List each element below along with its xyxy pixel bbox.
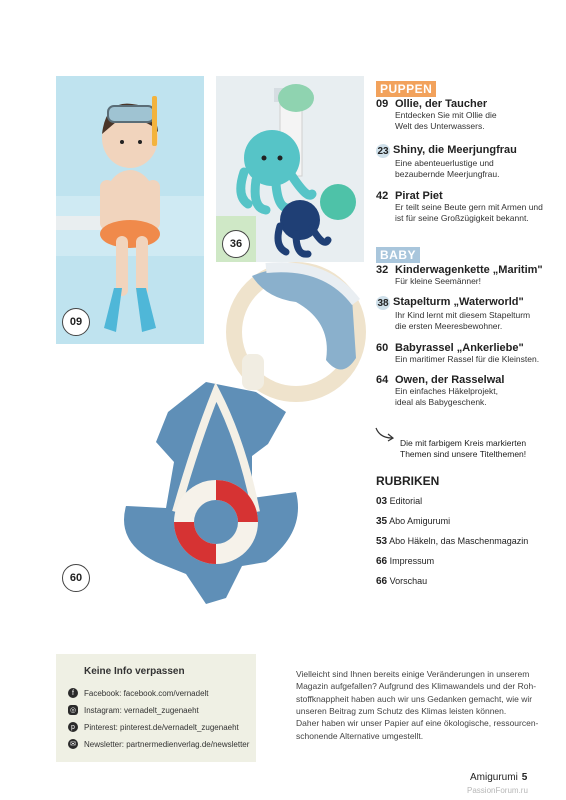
watermark: PassionForum.ru [467,786,528,795]
entry-number: 64 [376,374,389,386]
entry-desc: Welt des Unterwassers. [395,121,485,132]
rubrik-item[interactable] [376,556,434,567]
note-line: Die mit farbigem Kreis markierten [400,438,527,448]
social-link-newsletter[interactable] [68,739,249,749]
toc-entry[interactable] [376,144,546,180]
entry-title: Shiny, die Meerjungfrau [393,144,517,156]
entry-desc: bezaubernde Meerjungfrau. [395,169,500,180]
entry-title: Stapelturm „Waterworld" [393,296,524,308]
info-box [56,654,256,762]
page-footer [470,772,527,783]
toc-entry[interactable] [376,264,546,287]
magazine-name: Amigurumi [470,772,518,783]
section-head-baby: BABY [376,247,420,263]
entry-title: Kinderwagenkette „Maritim" [395,264,543,276]
photo-octopus [216,76,364,262]
social-link-text: Instagram: vernadelt_zugenaeht [84,705,199,715]
paragraph-line: Daher haben wir unser Papier auf eine ökologische, ressourcen- [296,718,539,729]
entry-number: 09 [376,98,389,110]
rubrik-number: 53 [376,536,388,547]
entry-desc: ist für seine Großzügigkeit bekannt. [395,213,529,224]
toc-baby-entries [376,264,546,424]
entry-title: Owen, der Rasselwal [395,374,505,386]
social-link-text: Facebook: facebook.com/vernadelt [84,688,209,698]
paragraph-line: Vielleicht sind Ihnen bereits einige Veränderungen in unserem [296,669,530,679]
page-badge-diver: 09 [62,308,90,336]
rubrik-label: Impressum [389,556,435,566]
toc-baby [376,246,546,264]
paragraph-line: unseren Beitrag zum Schutz des Klimas leisten können. [296,705,507,716]
entry-number: 23 [377,145,389,157]
paragraph-line: stoffknappheit haben auch wir uns Gedanken gemacht, wie wir [296,693,533,704]
rubrik-item[interactable] [376,576,427,587]
toc-puppen [376,80,546,98]
entry-title: Ollie, der Taucher [395,98,488,110]
page-badge-anchor: 60 [62,564,90,592]
note-text [400,438,526,460]
newsletter-icon: ✉ [68,739,78,749]
entry-desc: Ein einfaches Häkelprojekt, [395,386,499,396]
rubrik-item[interactable] [376,516,450,527]
entry-desc: Ihr Kind lernt mit diesem Stapelturm [395,310,531,320]
rubrik-number: 66 [376,576,388,587]
climate-paragraph [296,668,542,742]
toc-entry[interactable] [376,98,546,132]
paragraph-line: schonende Alternative umgestellt. [296,730,424,741]
entry-title: Pirat Piet [395,190,443,202]
arrow-icon [374,426,396,442]
rubrik-item[interactable] [376,496,422,507]
entry-number: 60 [376,342,389,354]
toc-puppen-entries [376,98,546,238]
entry-desc: Für kleine Seemänner! [395,276,481,286]
info-heading: Keine Info verpassen [84,666,185,677]
rubriken-heading: RUBRIKEN [376,474,440,488]
social-link-instagram[interactable] [68,705,199,715]
social-link-pinterest[interactable] [68,722,239,732]
page-number: 5 [521,772,528,783]
rubrik-item[interactable] [376,536,528,547]
entry-desc: Ein maritimer Rassel für die Kleinsten. [395,354,540,364]
entry-desc: Er teilt seine Beute gern mit Armen und [395,202,543,212]
page-badge-octopus: 36 [222,230,250,258]
entry-number: 42 [376,190,389,202]
photo-anchor-rattle [56,262,366,654]
rubrik-label: Editorial [389,496,423,506]
instagram-icon: ◎ [69,707,77,714]
toc-entry[interactable] [376,296,546,332]
toc-entry[interactable] [376,374,546,408]
rubrik-number: 35 [376,516,388,527]
note-line: Themen sind unsere Titelthemen! [400,449,527,460]
toc-entry[interactable] [376,342,546,365]
rubrik-label: Abo Häkeln, das Maschenmagazin [389,536,529,546]
entry-desc: ideal als Babygeschenk. [395,397,487,408]
section-head-puppen: PUPPEN [376,81,436,97]
entry-title: Babyrassel „Ankerliebe" [395,342,524,354]
toc-entry[interactable] [376,190,546,224]
entry-number: 32 [376,264,389,276]
rubrik-number: 66 [376,556,388,567]
entry-desc: Entdecken Sie mit Ollie die [395,110,497,120]
facebook-icon: f [68,688,78,698]
social-link-text: Newsletter: partnermedienverlag.de/newsletter [84,739,250,749]
rubrik-label: Abo Amigurumi [389,516,451,526]
social-link-text: Pinterest: pinterest.de/vernadelt_zugenaeht [84,722,239,732]
entry-desc: Eine abenteuerlustige und [395,158,494,168]
social-link-facebook[interactable] [68,688,209,698]
entry-desc: die ersten Meeresbewohner. [395,321,503,332]
paragraph-line: Magazin aufgefallen? Aufgrund des Klimawandels und der Roh- [296,681,537,692]
rubrik-number: 03 [376,496,388,507]
entry-number: 38 [377,297,389,309]
pinterest-icon: p [68,722,78,732]
rubrik-label: Vorschau [389,576,428,586]
anchor-rattle-illustration [56,262,366,654]
